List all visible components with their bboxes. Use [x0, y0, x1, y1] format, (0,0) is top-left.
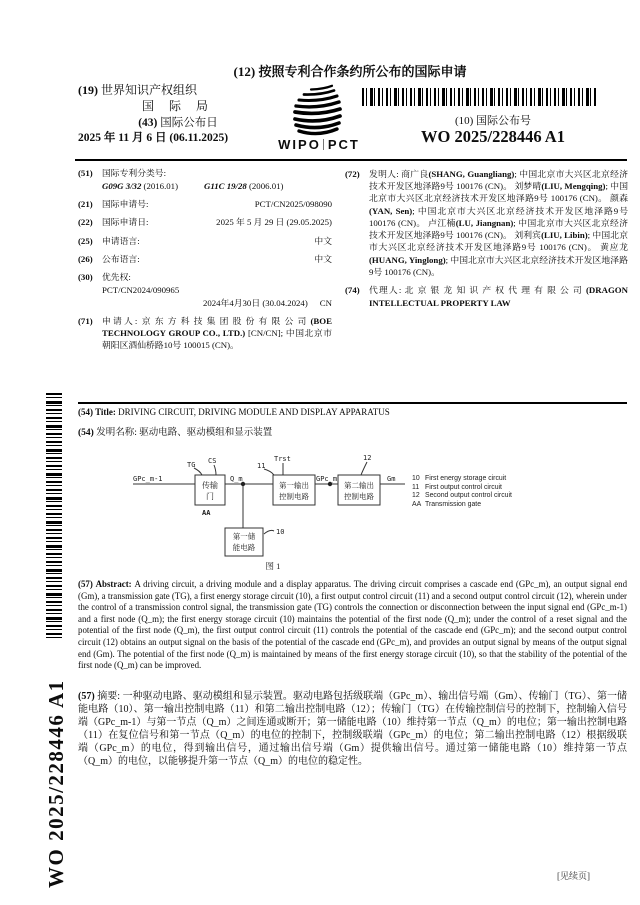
- agent-label: 代理人:: [369, 285, 405, 296]
- tg-box-text: 传输: [202, 481, 218, 490]
- ref11-label: 11: [257, 462, 266, 470]
- ref12-label: 12: [363, 454, 372, 462]
- filing-date-value: 2025 年 5 月 29 日 (29.05.2025): [216, 217, 332, 228]
- field-51-ipc: (51) 国际专利分类号: G09G 3/32 (2016.01) G11C 19/28 (2006.01): [78, 168, 332, 193]
- publication-number-label: (10) 国际公布号: [454, 115, 532, 127]
- filing-language-value: 中文: [314, 235, 332, 246]
- publication-language-label: 公布语言:: [102, 253, 140, 264]
- field-71-applicant: (71) 申请人: 京东方科技集团股份有限公司(BOE TECHNOLOGY GROUP CO., LTD.) [CN/CN]; 中国北京市朝阳区酒仙桥路10号 100015 (CN)。: [78, 316, 332, 350]
- wipo-org-line: [78, 84, 278, 96]
- legend-item: 10 First energy storage circuit: [412, 475, 507, 482]
- out1-box-text: 第一输出: [279, 481, 309, 490]
- ipc-code-1: G09G 3/32 (2016.01): [102, 180, 178, 191]
- tg-box-text: 门: [206, 492, 214, 501]
- legend-item: 12 Second output control circuit: [412, 492, 512, 500]
- field-74-agent: (74) 代理人: 北京银龙知识产权代理有限公司(DRAGON INTELLECTUAL PROPERTY LAW: [345, 285, 628, 308]
- filing-language-label: 申请语言:: [102, 235, 140, 246]
- publication-date: 2025 年 11 月 6 日 (06.11.2025): [78, 131, 229, 144]
- inventor-address: ; 中国北京市大兴区北京经济技术开发区地泽路9号 100176 (CN)。: [369, 254, 628, 277]
- ref10-label: 10: [276, 528, 285, 536]
- legend-item: 11 First output control circuit: [412, 483, 502, 491]
- ref10-lead: [264, 530, 274, 534]
- publication-number: WO 2025/228446 A1: [421, 127, 565, 146]
- priority-date-line: 2024年4月30日 (30.04.2024) CN: [202, 297, 332, 308]
- out1-box-text: 控制电路: [279, 492, 309, 501]
- publication-date-label: (43) 国际公布日: [138, 117, 218, 129]
- application-number-label: 国际申请号:: [102, 199, 149, 210]
- ipc-code-2: G11C 19/28 (2006.01): [204, 180, 284, 191]
- inventor-address: ; 中国北京市大兴区北京经济技术开发区地泽路9号 100176 (CN)。: [369, 169, 628, 192]
- inventor-name: 卢江楠: [428, 217, 456, 228]
- cascade-signal-label: GPc_m: [316, 475, 338, 483]
- field-25-filing-language: (25) 申请语言: 中文: [78, 235, 332, 246]
- agent-name-en: (DRAGON INTELLECTUAL PROPERTY LAW: [369, 285, 628, 308]
- figure-caption: 图 1: [265, 561, 281, 571]
- inventor-name: 颜森: [610, 193, 628, 204]
- agent-name-cn: 北京银龙知识产权代理有限公司: [404, 285, 586, 296]
- wipo-pct-wordmark: WIPO PCT: [278, 137, 360, 152]
- agent-paragraph: [369, 284, 628, 308]
- storage-box-text: 第一储: [232, 532, 256, 541]
- continued-page-note: [见续页]: [557, 871, 590, 881]
- title-english: (54) Title: DRIVING CIRCUIT, DRIVING MODULE AND DISPLAY APPARATUS: [78, 407, 390, 417]
- biblio-left-column: [78, 168, 332, 358]
- inventor-name: 商广良: [401, 169, 429, 179]
- applicant-paragraph: [102, 316, 332, 351]
- inventor-address: ; 中国北京市大兴区北京经济技术开发区地泽路9号 100176 (CN)。: [369, 217, 628, 241]
- inventor-address: ; 中国北京市大兴区北京经济技术开发区地泽路9号 100176 (CN)。: [369, 205, 628, 228]
- sidebar-barcode: [46, 393, 62, 640]
- title-divider-rule: [78, 402, 627, 404]
- figure-1-schematic: [80, 450, 500, 578]
- ref12-lead: [361, 462, 367, 475]
- pct-publication-statement: (12) 按照专利合作条约所公布的国际申请: [233, 64, 467, 79]
- applicant-label: 申请人:: [102, 316, 142, 327]
- biblio-right-column: [345, 168, 628, 315]
- header-left-block: [78, 84, 278, 144]
- wipo-org-name: 世界知识产权组织: [101, 83, 198, 97]
- out2-box-text: 控制电路: [344, 492, 374, 501]
- wipo-pct-separator: [323, 139, 324, 150]
- inventor-name: 黄应龙: [600, 242, 628, 253]
- inventor-address: ; 中国北京市大兴区北京经济技术开发区地泽路9号 100176 (CN)。: [369, 230, 628, 253]
- legend-item: AA Transmission gate: [412, 500, 482, 508]
- abstract-english: (57) Abstract: A driving circuit, a driving module and a display apparatus. The driving circuit comprises a cascade end (GPc_m), an output signal end (Gm), a transmission gate (TG), a first energy storage circuit (10), a first output control circuit (11) and a second output control circuit (12), wherein under the control of a transmission control signal, the transmission gate (TG) controls the connection or disconnection between the input signal end (GPc_m-1) and a first node (Q_m); the first energy storage circuit (10) maintains the potential of the first node (Q_m); under the control of a reset signal and the potential of the first node (Q_m), the first output control circuit (11) controls the potential of the cascade end (GPc_m); and the second output control circuit (12) obtains an output signal on the basis of the potential of the cascade end (GPc_m), and provides an output signal by means of the output signal end (Gm). The potential of the first node (Q_m) is maintained by means of the first energy storage circuit (10), so that the stability of the potential of the first node (Q_m) can be improved.: [78, 579, 628, 671]
- figure-legend: [412, 475, 602, 509]
- inventor-name-romanized: (LU, Jiangnan): [455, 217, 514, 228]
- filing-date-label: 国际申请日:: [102, 217, 149, 228]
- applicant-address: [CN/CN]; 中国北京市朝阳区酒仙桥路10号 100015 (CN)。: [102, 327, 332, 350]
- inventor-name-romanized: (HUANG, Yinglong): [369, 254, 446, 265]
- inventors-paragraph: [369, 168, 628, 278]
- sidebar-publication-number: WO 2025/228446 A1: [44, 679, 68, 888]
- inventors-label: 发明人:: [369, 169, 402, 179]
- abstract-chinese: (57) 摘要: 一种驱动电路、驱动模组和显示装置。驱动电路包括级联端（GPc_m）、输出信号端（Gm）、传输门（TG）、第一储能电路（10）、第一输出控制电路（11）和第二输出控制电路（12）；传输门（TG）在传输控制信号的控制下，控制输入信号端（GPc_m-1）与第一节点（Q_m）之间连通或断开；第一储能电路（10）维持第一节点（Q_m）的电位；第一输出控制电路（11）在复位信号和第一节点（Q_m）的电位的控制下，控制级联端（GPc_m）的电位；第二输出控制电路（12）根据级联端（GPc_m）的电位，得到输出信号，通过输出信号端（Gm）提供输出信号。通过第一储能电路（10）维持第一节点（Q_m）的电位，以能够提升第一节点（Q_m）的电位的稳定性。: [78, 691, 628, 767]
- wipo-logo-icon: [286, 84, 348, 138]
- field-30-priority: (30) 优先权: PCT/CN2024/090965 2024年4月30日 (30.04.2024) CN: [78, 272, 332, 308]
- inventor-name: 刘利宾: [514, 230, 542, 241]
- q-node-label: Q_m: [230, 475, 243, 483]
- inventor-name-romanized: (SHANG, Guangliang): [428, 169, 515, 179]
- inventor-name-romanized: (YAN, Sen): [369, 205, 413, 216]
- inid-43: (43): [138, 117, 158, 129]
- input-signal-label: GPc_m-1: [133, 475, 163, 483]
- trst-signal-label: Trst: [274, 455, 291, 463]
- header-divider-rule: [75, 159, 627, 161]
- field-22-filing-date: (22) 国际申请日: 2025 年 5 月 29 日 (29.05.2025): [78, 217, 332, 228]
- cs-signal-label: CS: [208, 457, 217, 465]
- title-chinese: (54) 发明名称: 驱动电路、驱动模组和显示装置: [78, 428, 273, 438]
- applicant-name-en: (BOE TECHNOLOGY GROUP CO., LTD.): [102, 316, 332, 338]
- publication-barcode: [362, 88, 598, 106]
- inid-19: (19): [78, 83, 98, 97]
- output-signal-label: Gm: [387, 475, 396, 483]
- inventor-address: ; 中国北京市大兴区北京经济技术开发区地泽路9号 100176 (CN)。: [369, 181, 628, 204]
- applicant-name-cn: 京东方科技集团股份有限公司: [141, 316, 311, 327]
- tg-signal-label: TG: [187, 461, 196, 469]
- field-72-inventors: (72) 发明人: 商广良(SHANG, Guangliang); 中国北京市大兴区北京经济技术开发区地泽路9号 100176 (CN)。 刘梦晴(LIU, Mengqing); 中国北京市大兴区北京经济技术开发区地泽路9号 100176 (CN)。 颜森(YAN, Sen); 中国北京市大兴区北京经济技术开发区地泽路9号 100176 (CN)。 卢江楠(LU, Jiangnan); 中国北京市大兴区北京经济技术开发区地泽路9号 100176 (CN)。 刘利宾(LIU, Libin); 中国北京市大兴区北京经济技术开发区地泽路9号 100176 (CN)。 黄应龙(HUANG, Yinglong); 中国北京市大兴区北京经济技术开发区地泽路9号 100176 (CN)。: [345, 169, 628, 277]
- priority-document: PCT/CN2024/090965: [102, 284, 180, 295]
- international-bureau: 国 际 局: [141, 99, 214, 113]
- inventor-name-romanized: (LIU, Libin): [541, 230, 588, 241]
- tg-lead: [194, 468, 202, 475]
- cs-lead: [214, 465, 216, 475]
- application-number-value: PCT/CN2025/098090: [254, 199, 332, 210]
- storage-box-text: 能电路: [232, 543, 256, 552]
- field-21-application-number: (21) 国际申请号: PCT/CN2025/098090: [78, 199, 332, 210]
- publication-language-value: 中文: [314, 253, 332, 264]
- inventor-name-romanized: (LIU, Mengqing): [541, 181, 606, 192]
- aa-ref-label: AA: [202, 509, 211, 517]
- ref11-lead: [264, 469, 274, 475]
- field-26-publication-language: (26) 公布语言: 中文: [78, 253, 332, 264]
- out2-box-text: 第二输出: [344, 481, 374, 490]
- ipc-label: 国际专利分类号:: [102, 168, 167, 178]
- priority-label: 优先权:: [102, 272, 131, 283]
- inventor-name: 刘梦晴: [514, 181, 542, 192]
